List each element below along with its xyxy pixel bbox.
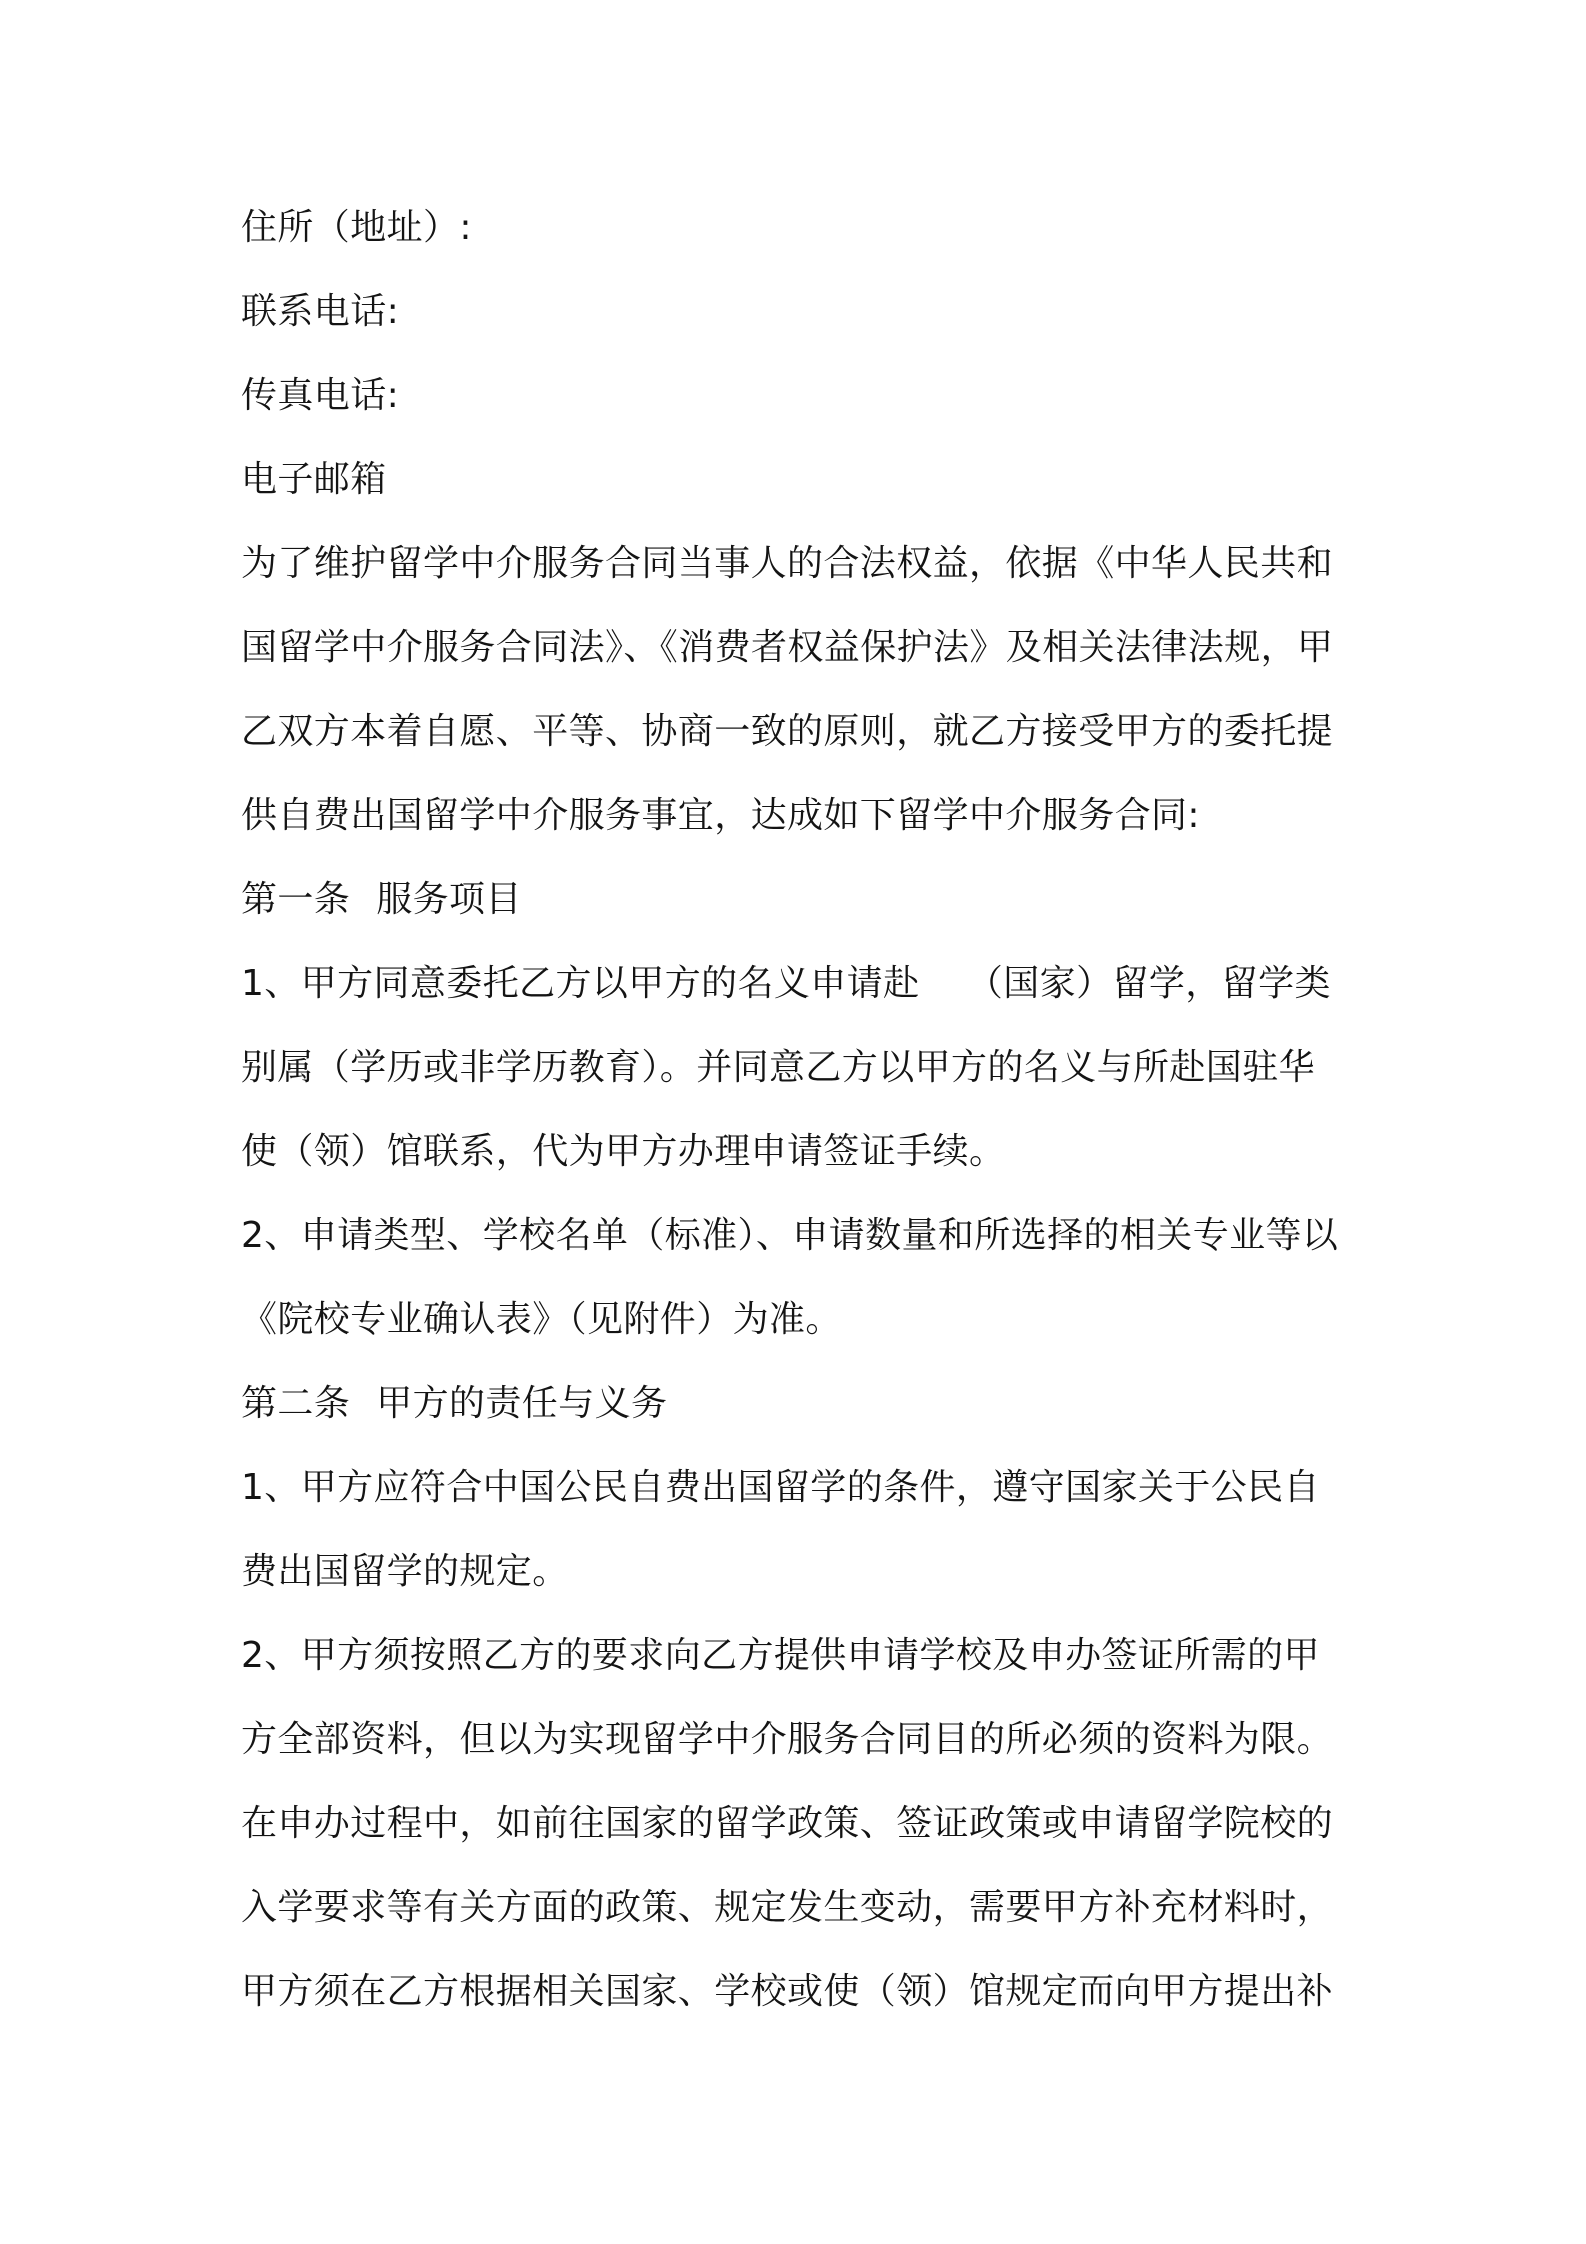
phone-field-label: 联系电话: bbox=[241, 291, 400, 332]
article-2-number: 第二条 bbox=[241, 1383, 351, 1424]
fax-field-label: 传真电话: bbox=[241, 375, 400, 416]
address-field-label: 住所（地址）: bbox=[241, 207, 472, 248]
email-field-label: 电子邮箱 bbox=[241, 459, 387, 500]
preamble-line: 为了维护留学中介服务合同当事人的合法权益，依据《中华人民共和 bbox=[241, 543, 1334, 584]
article-2-item-2-line: 入学要求等有关方面的政策、规定发生变动，需要甲方补充材料时， bbox=[241, 1887, 1334, 1928]
article-2-item-1-line: 费出国留学的规定。 bbox=[241, 1551, 569, 1592]
article-1-item-2-line: 《院校专业确认表》（见附件）为准。 bbox=[241, 1299, 842, 1340]
preamble-line: 供自费出国留学中介服务事宜，达成如下留学中介服务合同: bbox=[241, 795, 1200, 836]
article-1-number: 第一条 bbox=[241, 879, 351, 920]
article-1-heading bbox=[241, 870, 522, 930]
article-1-item-1-line: 使（领）馆联系，代为甲方办理申请签证手续。 bbox=[241, 1131, 1006, 1172]
preamble-line: 国留学中介服务合同法》、《消费者权益保护法》及相关法律法规，甲 bbox=[241, 627, 1334, 668]
article-1-item-1-line: 别属（学历或非学历教育）。并同意乙方以甲方的名义与所赴国驻华 bbox=[241, 1047, 1316, 1088]
article-1-title: 服务项目 bbox=[376, 879, 522, 920]
article-2-title: 甲方的责任与义务 bbox=[376, 1383, 668, 1424]
article-1-item-1-line: 1、甲方同意委托乙方以甲方的名义申请赴 （国家）留学，留学类 bbox=[241, 963, 1331, 1004]
article-2-item-2-line: 在申办过程中，如前往国家的留学政策、签证政策或申请留学院校的 bbox=[241, 1803, 1334, 1844]
article-2-heading bbox=[241, 1374, 667, 1434]
article-2-item-1-line: 1、甲方应符合中国公民自费出国留学的条件，遵守国家关于公民自 bbox=[241, 1467, 1320, 1508]
preamble-line: 乙双方本着自愿、平等、协商一致的原则，就乙方接受甲方的委托提 bbox=[241, 711, 1334, 752]
article-1-item-2-line: 2、申请类型、学校名单（标准）、申请数量和所选择的相关专业等以 bbox=[241, 1215, 1339, 1256]
article-2-item-2-line: 甲方须在乙方根据相关国家、学校或使（领）馆规定而向甲方提出补 bbox=[241, 1971, 1334, 2012]
article-2-item-2-line: 2、甲方须按照乙方的要求向乙方提供申请学校及申办签证所需的甲 bbox=[241, 1635, 1320, 1676]
article-2-item-2-line: 方全部资料，但以为实现留学中介服务合同目的所必须的资料为限。 bbox=[241, 1719, 1334, 1760]
